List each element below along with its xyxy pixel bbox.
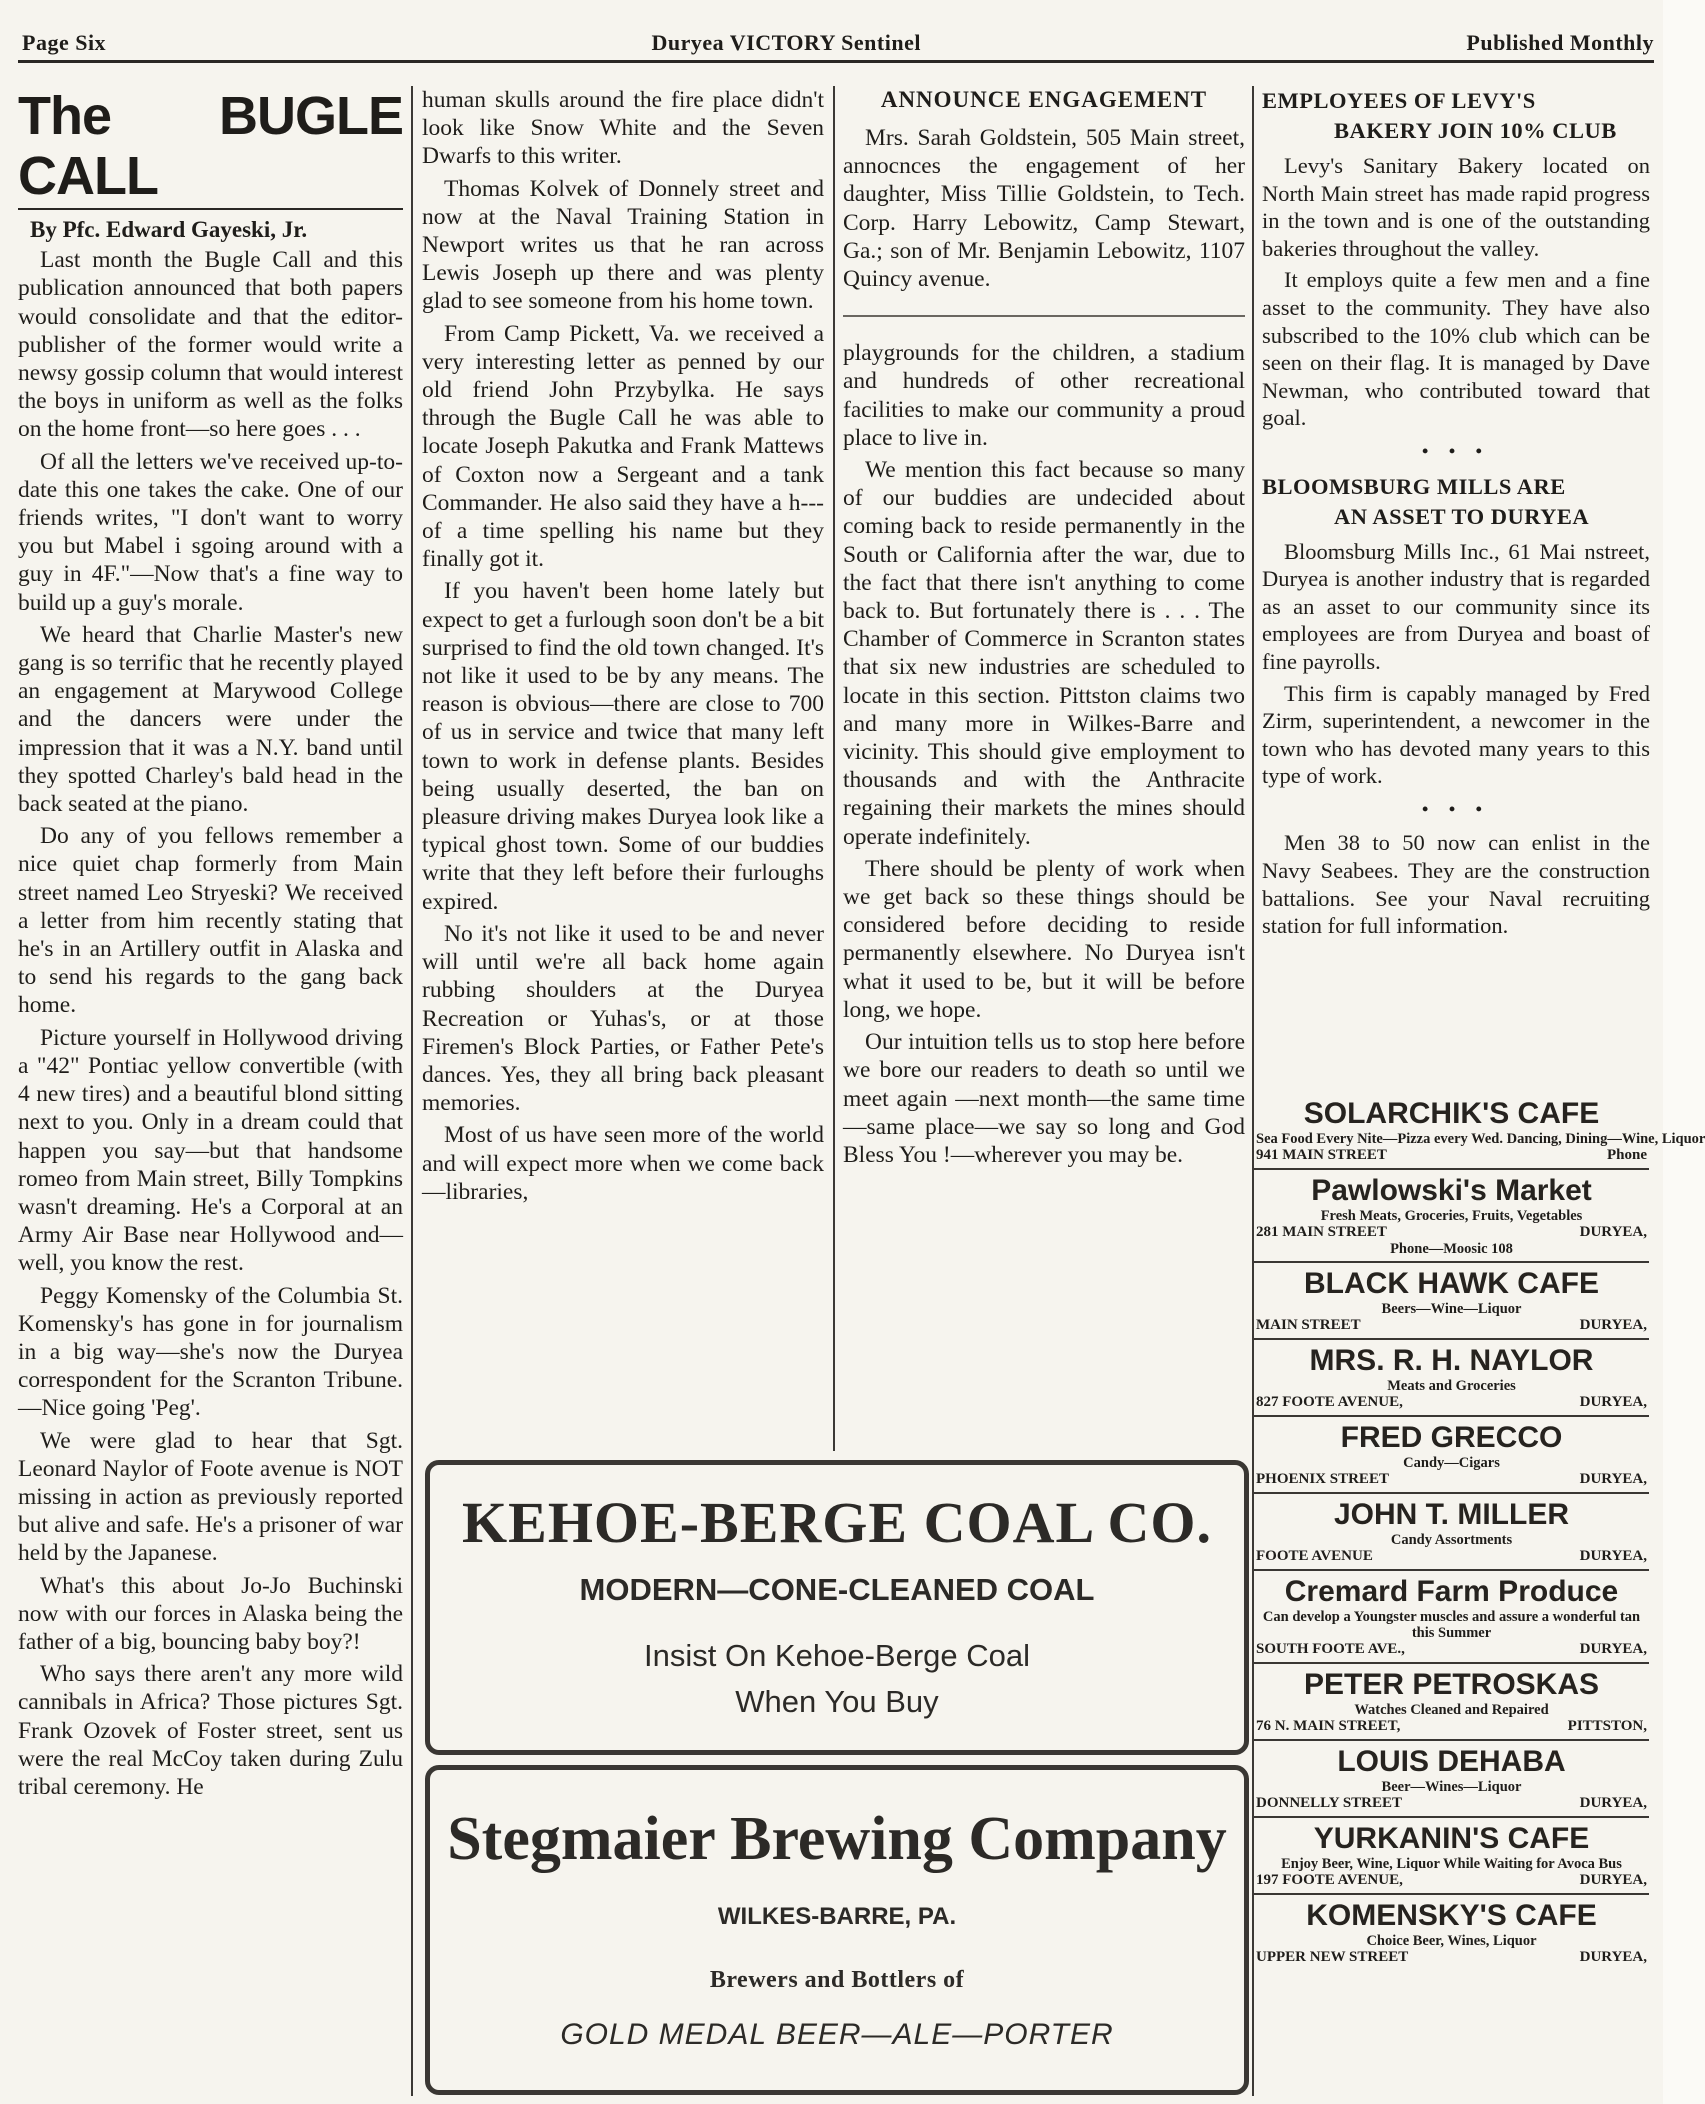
engagement-column [843, 86, 1245, 1173]
col3-paragraph: We mention this fact because so many of our buddies are undecided about coming back to reside permanently in the South or California after the war, due to the fact that there isn't anything to come back to. But fortunately there is . . . The Chamber of Commerce in Scranton states that six new industries are scheduled to locate in this section. Pittston claims two and many more in Wilkes-Barre and vicinity. This should give employment to thousands and with the Anthracite regaining their markets the mines should operate indefinitely. [843, 457, 1245, 850]
stegmaier-ad [425, 1765, 1249, 2095]
business-phone: Phone—Moosic 108 [1390, 1241, 1513, 1257]
bloomsburg-headline: BLOOMSBURG MILLS ARE AN ASSET TO DURYEA [1262, 473, 1590, 529]
top-rule [18, 60, 1654, 63]
bugle-paragraph: Who says there aren't any more wild cannibals in Africa? Those pictures Sgt. Frank Ozovek of Foster street, sent us were the real McCoy taken during Zulu tribal ceremony. He [18, 1661, 403, 1800]
business-description: Beers—Wine—Liquor [1381, 1301, 1522, 1317]
bugle-call-headline: The BUGLE CALL [18, 86, 403, 210]
bugle-paragraph: Of all the letters we've received up-to-date this one takes the cake. One of our friends writes, "I don't want to worry you but Mabel i sgoing around with a guy in 4F."—Now that's a fine way to build up a guy's morale. [18, 448, 403, 616]
col2-paragraph: human skulls around the fire place didn't look like Snow White and the Seven Dwarfs to this writer. [422, 87, 824, 170]
levys-paragraph: It employs quite a few men and a fine asset to the community. They have also subscribed to the 10% club which can be seen on their flag. It is managed by Dave Newman, who contributed toward that goal. [1262, 267, 1650, 431]
kehoe-ad-subtitle: MODERN—CONE-CLEANED COAL [579, 1572, 1095, 1607]
bugle-paragraph: Do any of you fellows remember a nice quiet chap formerly from Main street named Leo Stryeski? We received a letter from him recently stating that he's in an Artillery outfit in Alaska and to send his regards to the gang back home. [18, 823, 403, 1019]
bugle-continued-column [422, 86, 824, 1210]
col3-paragraph: There should be plenty of work when we get back so these things should be considered before deciding to reside permanently elsewhere. No Duryea isn't what it used to be, but it will be before long, we hope. [843, 855, 1245, 1023]
business-address: 76 N. MAIN STREET, PITTSTON, [1256, 1718, 1647, 1734]
business-name: PETER PETROSKAS [1303, 1668, 1600, 1701]
business-news-column [1262, 86, 1650, 944]
directory-entry [1254, 1263, 1649, 1340]
bloomsburg-paragraph: This firm is capably managed by Fred Zirm, superintendent, a newcomer in the town who has devoted many years to this type of work. [1262, 680, 1650, 789]
col2-paragraph: Most of us have seen more of the world and will expect more when we come back—libraries, [422, 1122, 824, 1205]
col2-paragraph: No it's not like it used to be and never will until we're all back home again rubbing shoulders at the Duryea Recreation or Yuhas's, or at those Firemen's Block Parties, or Father Pete's dances. Yes, they all bring back pleasant memories. [422, 920, 824, 1117]
directory-entry [1254, 1571, 1649, 1664]
business-address: DONNELLY STREET DURYEA, [1256, 1795, 1647, 1811]
business-address: 941 MAIN STREET Phone [1256, 1147, 1647, 1163]
business-address: SOUTH FOOTE AVE., DURYEA, [1256, 1641, 1647, 1657]
page-number: Page Six [22, 30, 107, 55]
bugle-paragraph: We were glad to hear that Sgt. Leonard Naylor of Foote avenue is NOT missing in action as previously reported but alive and safe. He's a prisoner of war held by the Japanese. [18, 1427, 403, 1567]
bloomsburg-paragraph: Bloomsburg Mills Inc., 61 Mai nstreet, Duryea is another industry that is regarded as an asset to our community since its employees are from Duryea and boast of fine payrolls. [1262, 538, 1650, 674]
bugle-paragraph: Last month the Bugle Call and this publication announced that both papers would consolidate and that the editor-publisher of the former would write a newsy gossip column that would interest the boys in uniform as well as the folks on the home front—so here goes . . . [18, 247, 403, 443]
business-name: LOUIS DEHABA [1337, 1745, 1566, 1778]
business-description: Beer—Wines—Liquor [1381, 1779, 1522, 1795]
publication-frequency: Published Monthly [1466, 30, 1654, 55]
bugle-call-column [18, 86, 403, 1805]
kehoe-ad-title: KEHOE-BERGE COAL CO. [462, 1490, 1212, 1555]
business-name: YURKANIN'S CAFE [1313, 1822, 1590, 1855]
masthead [22, 28, 1654, 58]
business-name: Pawlowski's Market [1311, 1174, 1592, 1207]
separator-dots: • • • [1422, 440, 1490, 461]
kehoe-ad-line1: Insist On Kehoe-Berge Coal [644, 1638, 1030, 1673]
directory-entry [1254, 1741, 1649, 1818]
business-name: MRS. R. H. NAYLOR [1309, 1344, 1594, 1377]
business-description: Meats and Groceries [1387, 1378, 1516, 1394]
business-name: KOMENSKY'S CAFE [1306, 1899, 1597, 1932]
col2-paragraph: From Camp Pickett, Va. we received a very interesting letter as penned by our old friend John Przybylka. He says through the Bugle Call he was able to locate Joseph Pakutka and Frank Mattews of Coxton now a Sergeant and a tank Commander. He also said they have a h--- of a time spelling his name but they finally got it. [422, 320, 824, 573]
business-address: MAIN STREET DURYEA, [1256, 1317, 1647, 1333]
bugle-paragraph: Peggy Komensky of the Columbia St. Komensky's has gone in for journalism in a big way—she's now the Duryea correspondent for the Scranton Tribune. —Nice going 'Peg'. [18, 1282, 403, 1422]
directory-entry [1254, 1170, 1649, 1263]
stegmaier-ad-line1: Brewers and Bottlers of [709, 1967, 965, 1993]
business-name: JOHN T. MILLER [1333, 1498, 1569, 1531]
stegmaier-ad-title: Stegmaier Brewing Company [447, 1805, 1227, 1873]
column-rule [411, 86, 413, 2096]
directory-entry [1254, 1895, 1649, 1970]
col3-paragraph: Our intuition tells us to stop here before we bore our readers to death so until we meet again —next month—the same time—same place—we say so long and God Bless You !—wherever you may be. [843, 1029, 1245, 1168]
business-name: Cremard Farm Produce [1284, 1575, 1619, 1608]
bugle-call-byline: By Pfc. Edward Gayeski, Jr. [30, 217, 308, 242]
directory-entry [1254, 1818, 1649, 1895]
directory-entry [1254, 1494, 1649, 1571]
directory-entry [1254, 1340, 1649, 1417]
business-name: SOLARCHIK'S CAFE [1303, 1097, 1600, 1130]
business-name: BLACK HAWK CAFE [1304, 1267, 1599, 1300]
seabees-paragraph: Men 38 to 50 now can enlist in the Navy Seabees. They are the construction battalions. See your Naval recruiting station for full information. [1262, 830, 1650, 939]
business-description: Sea Food Every Nite—Pizza every Wed. Dancing, Dining—Wine, Liquor [1256, 1131, 1705, 1147]
stegmaier-ad-line2: GOLD MEDAL BEER—ALE—PORTER [560, 2018, 1114, 2051]
column-rule [833, 86, 835, 1451]
separator-dots: • • • [1422, 798, 1490, 819]
business-description: Can develop a Youngster muscles and assure a wonderful tan this Summer [1262, 1609, 1641, 1641]
col2-paragraph: Thomas Kolvek of Donnely street and now at the Naval Training Station in Newport writes us that he ran across Lewis Joseph up there and was plenty glad to see someone from his home town. [422, 175, 824, 315]
business-address: 827 FOOTE AVENUE, DURYEA, [1256, 1394, 1647, 1410]
directory-entry [1254, 1093, 1705, 1170]
directory-entry [1254, 1664, 1649, 1741]
business-directory [1254, 1093, 1705, 1970]
business-address: FOOTE AVENUE DURYEA, [1256, 1548, 1647, 1564]
business-address: UPPER NEW STREET DURYEA, [1256, 1949, 1647, 1965]
business-address: 281 MAIN STREET DURYEA, [1256, 1224, 1647, 1240]
kehoe-ad-line2: When You Buy [735, 1684, 939, 1719]
business-name: FRED GRECCO [1340, 1421, 1563, 1454]
levys-paragraph: Levy's Sanitary Bakery located on North Main street has made rapid progress in the town and is one of the outstanding bakeries throughout the valley. [1262, 153, 1650, 261]
bugle-paragraph: Picture yourself in Hollywood driving a "42" Pontiac yellow convertible (with 4 new tires) and a beautiful blond sitting next to you. Only in a dream could that happen you say—but that handsome romeo from Main street, Billy Tompkins wasn't dreaming. He's a Corporal at an Army Air Base near Hollywood and—well, you know the rest. [18, 1024, 403, 1277]
business-description: Candy—Cigars [1403, 1455, 1500, 1471]
business-description: Fresh Meats, Groceries, Fruits, Vegetables [1320, 1208, 1583, 1224]
engagement-text: Mrs. Sarah Goldstein, 505 Main street, annocnces the engagement of her daughter, Miss Tillie Goldstein, to Tech. Corp. Harry Lebowitz, Camp Stewart, Ga.; son of Mr. Benjamin Lebowitz, 1107 Quincy avenue. [843, 125, 1245, 293]
engagement-headline: ANNOUNCE ENGAGEMENT [880, 87, 1208, 112]
col3-paragraph: playgrounds for the children, a stadium and hundreds of other recreational facilities to make our community a proud place to live in. [843, 340, 1245, 451]
business-address: 197 FOOTE AVENUE, DURYEA, [1256, 1872, 1647, 1888]
bugle-paragraph: What's this about Jo-Jo Buchinski now with our forces in Alaska being the father of a big, bouncing baby boy?! [18, 1572, 403, 1655]
kehoe-berge-ad [425, 1460, 1249, 1755]
business-description: Watches Cleaned and Repaired [1354, 1702, 1549, 1718]
levys-headline: EMPLOYEES OF LEVY'S BAKERY JOIN 10% CLUB [1262, 88, 1617, 143]
section-divider [843, 315, 1245, 317]
directory-entry [1254, 1417, 1649, 1494]
business-description: Choice Beer, Wines, Liquor [1366, 1933, 1537, 1949]
business-description: Enjoy Beer, Wine, Liquor While Waiting for Avoca Bus [1281, 1856, 1622, 1872]
stegmaier-ad-city: WILKES-BARRE, PA. [717, 1903, 957, 1930]
business-description: Candy Assortments [1390, 1532, 1513, 1548]
col2-paragraph: If you haven't been home lately but expect to get a furlough soon don't be a bit surprised to find the old town changed. It's not like it used to be by any means. The reason is obvious—there are close to 700 of us in service and twice that many left town to work in defense plants. Besides being usually deserted, the ban on pleasure driving makes Duryea look like a typical ghost town. Some of our buddies write that they left before their furloughs expired. [422, 578, 824, 915]
business-address: PHOENIX STREET DURYEA, [1256, 1471, 1647, 1487]
bugle-paragraph: We heard that Charlie Master's new gang is so terrific that he recently played an engagement at Marywood College and the dancers were under the impression that it was a N.Y. band until they spotted Charley's bald head in the back seated at the piano. [18, 621, 403, 818]
paper-title: Duryea VICTORY Sentinel [651, 30, 921, 55]
